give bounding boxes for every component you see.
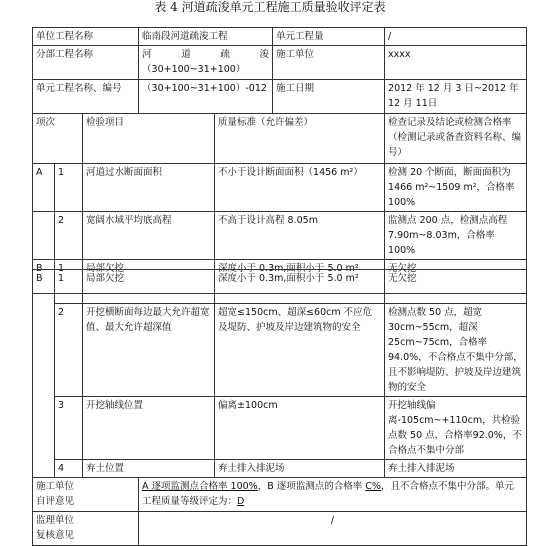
row-item: 开挖轴线位置	[83, 397, 215, 460]
self-eval-label	[33, 478, 139, 512]
quality-table-bottom	[32, 269, 527, 546]
row-standard: 不高于设计高程 8.05m	[215, 212, 385, 260]
col-quality-standard: 质量标准（允许偏差）	[215, 114, 385, 164]
row-group: B	[33, 270, 55, 478]
row-record: 检测 20 个断面，断面面积为1466 m²~1509 m²，合格率 100%	[385, 164, 527, 212]
table-row	[33, 397, 527, 460]
quality-table-top	[32, 27, 527, 294]
row-standard: 弃土排入排泥场	[215, 460, 385, 478]
table-row	[33, 304, 527, 397]
row-no: 1	[55, 260, 83, 294]
row-item: 弃土位置	[83, 460, 215, 478]
self-eval-label-2: 自评意见	[36, 496, 75, 507]
row-record: 无欠挖	[385, 270, 527, 304]
sub-project-name-label: 分部工程名称	[33, 46, 139, 80]
row-item: 河道过水断面面积	[83, 164, 215, 212]
row-record: 监测点 200 点，检测点高程7.90m~8.03m，合格率 100%	[385, 212, 527, 260]
row-no: 1	[55, 270, 83, 304]
self-eval-grade: D	[237, 496, 245, 507]
row-group: B	[33, 260, 55, 294]
row-item: 开挖横断面每边最大允许超宽值、最大允许超深值	[83, 304, 215, 397]
table-row	[33, 164, 527, 212]
supervision-opinion: /	[139, 512, 527, 546]
row-item: 宽阔水域平均底高程	[83, 212, 215, 260]
self-eval-pct-b: C%	[365, 481, 381, 492]
self-eval-label-1: 施工单位	[36, 481, 75, 492]
row-item: 局部欠挖	[83, 270, 215, 304]
table-row	[33, 270, 527, 304]
row-group: A	[33, 164, 55, 212]
col-item-no: 项次	[33, 114, 83, 164]
construction-date-label: 施工日期	[273, 80, 385, 114]
self-eval-pct-a: 100%	[230, 481, 258, 492]
page-title: 表 4 河道疏浚单元工程施工质量验收评定表	[154, 0, 386, 14]
row-no: 1	[55, 164, 83, 212]
element-name-code-value: （30+100~31+100）-012	[139, 80, 273, 114]
row-standard: 深度小于 0.3m,面积小于 5.0 m²	[215, 270, 385, 304]
table-row	[33, 460, 527, 478]
row-standard: 不小于设计断面面积（1456 m²）	[215, 164, 385, 212]
row-no: 3	[55, 397, 83, 460]
row-record: 弃土排入排泥场	[385, 460, 527, 478]
construction-unit-value: xxxx	[385, 46, 527, 80]
unit-project-name-label: 单位工程名称	[33, 28, 139, 46]
unit-quantity-label: 单元工程量	[273, 28, 385, 46]
row-no: 4	[55, 460, 83, 478]
construction-unit-label: 施工单位	[273, 46, 385, 80]
row-record: 检测点数 50 点，超宽30cm~55cm，超深 25cm~75cm，合格率 94.0%，不合格点不集中分部，且不影响堤防、护坡及岸边建筑物的安全	[385, 304, 527, 397]
self-eval-text-1: A 逐项监测点合格率	[142, 481, 231, 492]
self-eval-text-3: ，且不合格点不集中分部。单元工程质量等级评定为：	[142, 481, 514, 507]
element-name-code-label: 单元工程名称、编号	[33, 80, 139, 114]
self-eval-opinion	[139, 478, 527, 512]
row-standard: 偏离±100cm	[215, 397, 385, 460]
row-standard: 深度小于 0.3m,面积小于 5.0 m²	[215, 260, 385, 294]
unit-quantity-value: /	[385, 28, 527, 46]
self-eval-text-2: ，B 逐项监测点的合格率	[257, 481, 366, 492]
row-standard: 超宽≤150cm、超深≤60cm 不应危及堤防、护坡及岸边建筑物的安全	[215, 304, 385, 397]
row-record: 开挖轴线偏离-105cm~+110cm，共检验点数 50 点，合格率92.0%，不合格点不集中分部	[385, 397, 527, 460]
row-record: 无欠挖	[385, 260, 527, 294]
col-check-record: 检查记录及结论或检测合格率（检测记录或备查资料名称、编号）	[385, 114, 527, 164]
supervision-label-2: 复核意见	[36, 530, 75, 541]
sub-project-name-line1: 河 道 疏 浚	[142, 49, 270, 60]
row-no: 2	[55, 304, 83, 397]
sub-project-name-value	[139, 46, 273, 80]
supervision-label-1: 监理单位	[36, 515, 75, 526]
unit-project-name-value: 临南段河道疏浚工程	[139, 28, 273, 46]
construction-date-value: 2012 年 12 月 3 日~2012 年 12 月 11日	[385, 80, 527, 114]
table-row	[33, 212, 527, 260]
sub-project-name-line2: （30+100~31+100）	[142, 64, 246, 75]
row-no: 2	[55, 212, 83, 260]
row-item: 局部欠挖	[83, 260, 215, 294]
col-check-item: 检验项目	[83, 114, 215, 164]
row-group	[33, 212, 55, 260]
